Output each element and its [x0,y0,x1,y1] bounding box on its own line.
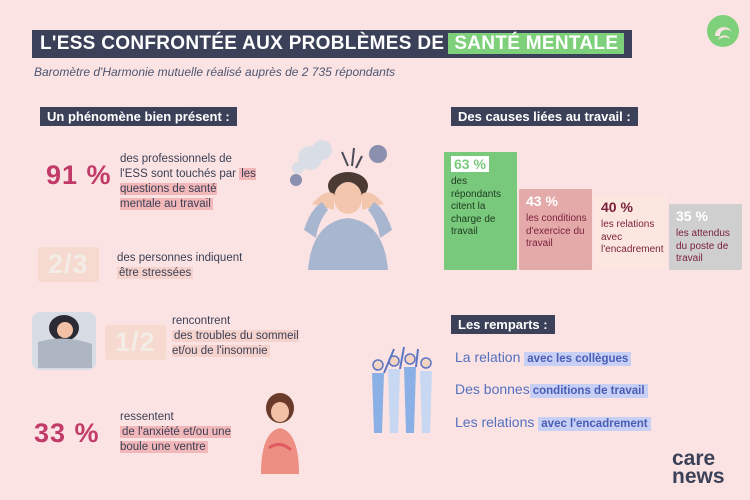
stat-value-33: 33 % [34,418,100,448]
team-celebration-illustration [360,345,445,433]
bar-label-4: 35 % [676,208,708,224]
stat-text-91 [120,152,260,212]
bar-category-4: les attendus du poste de travail [676,228,730,264]
bar-label-1: 63 % [451,156,489,172]
stat-text-mark: être stressées [119,267,192,279]
rempart-conditions [455,381,648,397]
rempart-collegues [455,349,631,365]
stressed-person-illustration [282,130,412,270]
rempart-bold: avec l'encadrement [538,417,650,431]
stat-text-mark: des troubles du sommeil et/ou de l'insomnie [172,330,299,357]
bar-label-2: 43 % [526,193,558,209]
stat-value-2-3: 2/3 [38,247,99,282]
stat-text-plain: des personnes indiquent [117,252,243,264]
section-label-causes: Des causes liées au travail : [451,107,638,126]
anxious-person-illustration [255,392,305,474]
stat-text-plain: ressentent [120,411,174,423]
page-title [32,30,632,58]
brand-line1: care [672,447,716,470]
sleeping-person-illustration [30,306,100,376]
bar-category-2: les conditions d'exercice du travail [526,213,587,249]
section-label-remparts: Les remparts : [451,315,555,334]
stat-value-91: 91 % [46,160,112,190]
stat-text-2-3 [117,251,267,281]
rempart-bold: conditions de travail [530,384,648,398]
bar-label-3: 40 % [601,199,633,215]
stat-text-plain: rencontrent [172,315,231,327]
rempart-bold: avec les collègues [524,352,631,366]
stat-text-33 [120,410,260,455]
title-main: L'ESS CONFRONTÉE AUX PROBLÈMES DE [40,33,445,54]
rempart-plain: Des bonnes [455,381,530,397]
stat-value-1-2: 1/2 [105,325,166,360]
stat-text-mark: les questions de santé mentale au travail [120,168,256,210]
brand-line2: news [672,465,725,488]
stat-text-mark: de l'anxiété et/ou une boule une ventre [120,426,231,453]
brand-wordmark [672,447,725,488]
rempart-plain: La relation [455,349,521,365]
rempart-encadrement [455,414,651,430]
bar-category-3: les relations avec l'encadrement [601,219,664,255]
title-highlight: SANTÉ MENTALE [448,33,624,54]
bar-category-1: des répondants citent la charge de travail [451,176,502,237]
section-label-phenomene: Un phénomène bien présent : [40,107,237,126]
stat-text-1-2 [172,314,322,359]
brand-logo-icon [706,14,740,48]
subtitle: Baromètre d'Harmonie mutuelle réalisé auprès de 2 735 répondants [34,65,396,79]
stat-text-plain: des professionnels de l'ESS sont touchés par [120,153,236,180]
rempart-plain: Les relations [455,414,535,430]
